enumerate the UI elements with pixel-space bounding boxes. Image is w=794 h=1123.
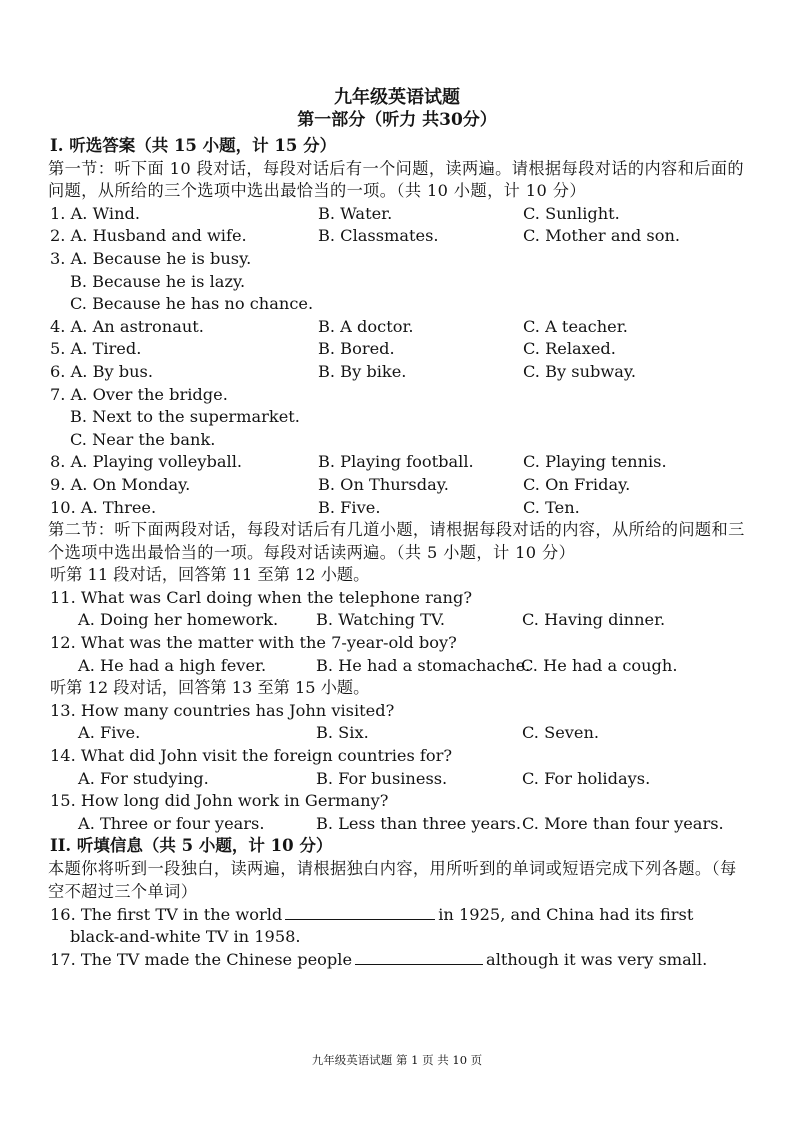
q8-option-b: B. Playing football.	[318, 452, 474, 472]
q11-option-a: A. Doing her homework.	[78, 610, 279, 630]
q15-stem: 15. How long did John work in Germany?	[50, 791, 389, 811]
q6-option-b: B. By bike.	[318, 361, 407, 381]
q14-stem: 14. What did John visit the foreign countries for?	[50, 746, 453, 766]
question-1	[50, 203, 750, 226]
question-8	[50, 451, 750, 474]
q13-stem: 13. How many countries has John visited?	[50, 700, 395, 720]
dialogue-11-note: 听第 11 段对话，回答第 11 至第 12 小题。	[50, 565, 370, 585]
part2-instructions: 本题你将听到一段独白，读两遍，请根据独白内容，用所听到的单词或短语完成下列各题。（每空不超过三个单词）	[48, 859, 737, 901]
q10-option-b: B. Five.	[318, 497, 381, 517]
q16-text-after: in 1925, and China had its first	[438, 905, 694, 925]
q6-option-a: 6. A. By bus.	[50, 361, 153, 381]
q12-stem: 12. What was the matter with the 7-year-old boy?	[50, 633, 457, 653]
q1-option-c: C. Sunlight.	[523, 203, 620, 223]
section1-instructions: 第一节：听下面 10 段对话，每段对话后有一个问题，读两遍。请根据每段对话的内容和后面的问题，从所给的三个选项中选出最恰当的一项。（共 10 小题，计 10 分）	[48, 158, 744, 201]
q15-option-c: C. More than four years.	[522, 813, 724, 833]
q13-options	[50, 722, 750, 745]
question-6	[50, 361, 750, 384]
q14-option-c: C. For holidays.	[522, 768, 651, 788]
q11-option-c: C. Having dinner.	[522, 610, 666, 630]
question-10	[50, 497, 750, 520]
q14-option-a: A. For studying.	[78, 768, 209, 788]
q10-option-a: 10. A. Three.	[50, 497, 157, 517]
q1-option-a: 1. A. Wind.	[50, 203, 141, 223]
q12-options	[50, 655, 750, 678]
q3-option-a: 3. A. Because he is busy.	[50, 248, 252, 268]
q17-answer-blank[interactable]	[355, 948, 483, 965]
q14-option-b: B. For business.	[316, 768, 448, 788]
q13-option-b: B. Six.	[316, 723, 369, 743]
q8-option-a: 8. A. Playing volleyball.	[50, 452, 243, 472]
q5-option-b: B. Bored.	[318, 339, 395, 359]
question-4	[50, 316, 750, 339]
q11-option-b: B. Watching TV.	[316, 610, 445, 630]
q8-option-c: C. Playing tennis.	[523, 452, 667, 472]
q4-option-c: C. A teacher.	[523, 316, 628, 336]
q12-option-b: B. He had a stomachache.	[316, 655, 531, 675]
q9-option-c: C. On Friday.	[523, 474, 631, 494]
q7-option-b: B. Next to the supermarket.	[70, 407, 300, 427]
part1-heading: I. 听选答案（共 15 小题，计 15 分）	[50, 136, 337, 155]
question-17	[50, 948, 750, 971]
q16-text-before: 16. The first TV in the world	[50, 905, 283, 925]
exam-body	[50, 135, 750, 971]
q15-option-b: B. Less than three years.	[316, 813, 521, 833]
q5-option-a: 5. A. Tired.	[50, 339, 142, 359]
q1-option-b: B. Water.	[318, 203, 393, 223]
q16-line2: black-and-white TV in 1958.	[70, 926, 301, 946]
q6-option-c: C. By subway.	[523, 361, 637, 381]
q4-option-b: B. A doctor.	[318, 316, 414, 336]
q5-option-c: C. Relaxed.	[523, 339, 616, 359]
q12-option-a: A. He had a high fever.	[78, 655, 267, 675]
q3-option-c: C. Because he has no chance.	[70, 294, 314, 314]
q16-answer-blank[interactable]	[285, 903, 435, 920]
q12-option-c: C. He had a cough.	[521, 655, 678, 675]
q13-option-a: A. Five.	[78, 723, 141, 743]
q7-option-c: C. Near the bank.	[70, 429, 216, 449]
q17-text-before: 17. The TV made the Chinese people	[50, 950, 353, 970]
q7-option-a: 7. A. Over the bridge.	[50, 384, 228, 404]
exam-title: 九年级英语试题	[334, 87, 460, 108]
q10-option-c: C. Ten.	[523, 497, 580, 517]
q15-options	[50, 813, 750, 836]
page-footer: 九年级英语试题 第 1 页 共 10 页	[311, 1053, 483, 1067]
q14-options	[50, 768, 750, 791]
q11-options	[50, 609, 750, 632]
q2-option-c: C. Mother and son.	[523, 226, 681, 246]
q9-option-b: B. On Thursday.	[318, 474, 449, 494]
q9-option-a: 9. A. On Monday.	[50, 474, 191, 494]
part2-heading: II. 听填信息（共 5 小题，计 10 分）	[50, 836, 333, 856]
q13-option-c: C. Seven.	[522, 723, 600, 743]
q2-option-a: 2. A. Husband and wife.	[50, 226, 247, 246]
q17-text-after: although it was very small.	[486, 950, 708, 970]
q3-option-b: B. Because he is lazy.	[70, 271, 246, 291]
question-9	[50, 474, 750, 497]
exam-subtitle: 第一部分（听力 共30分）	[297, 110, 497, 130]
question-16	[50, 903, 750, 926]
q11-stem: 11. What was Carl doing when the telephone rang?	[50, 587, 472, 607]
section2-instructions: 第二节：听下面两段对话，每段对话后有几道小题，请根据每段对话的内容，从所给的问题和三个选项中选出最恰当的一项。每段对话读两遍。（共 5 小题，计 10 分）	[48, 520, 745, 562]
q2-option-b: B. Classmates.	[318, 226, 439, 246]
question-5	[50, 338, 750, 361]
question-2	[50, 225, 750, 248]
q15-option-a: A. Three or four years.	[78, 813, 265, 833]
q4-option-a: 4. A. An astronaut.	[50, 316, 204, 336]
dialogue-12-note: 听第 12 段对话，回答第 13 至第 15 小题。	[50, 678, 370, 698]
